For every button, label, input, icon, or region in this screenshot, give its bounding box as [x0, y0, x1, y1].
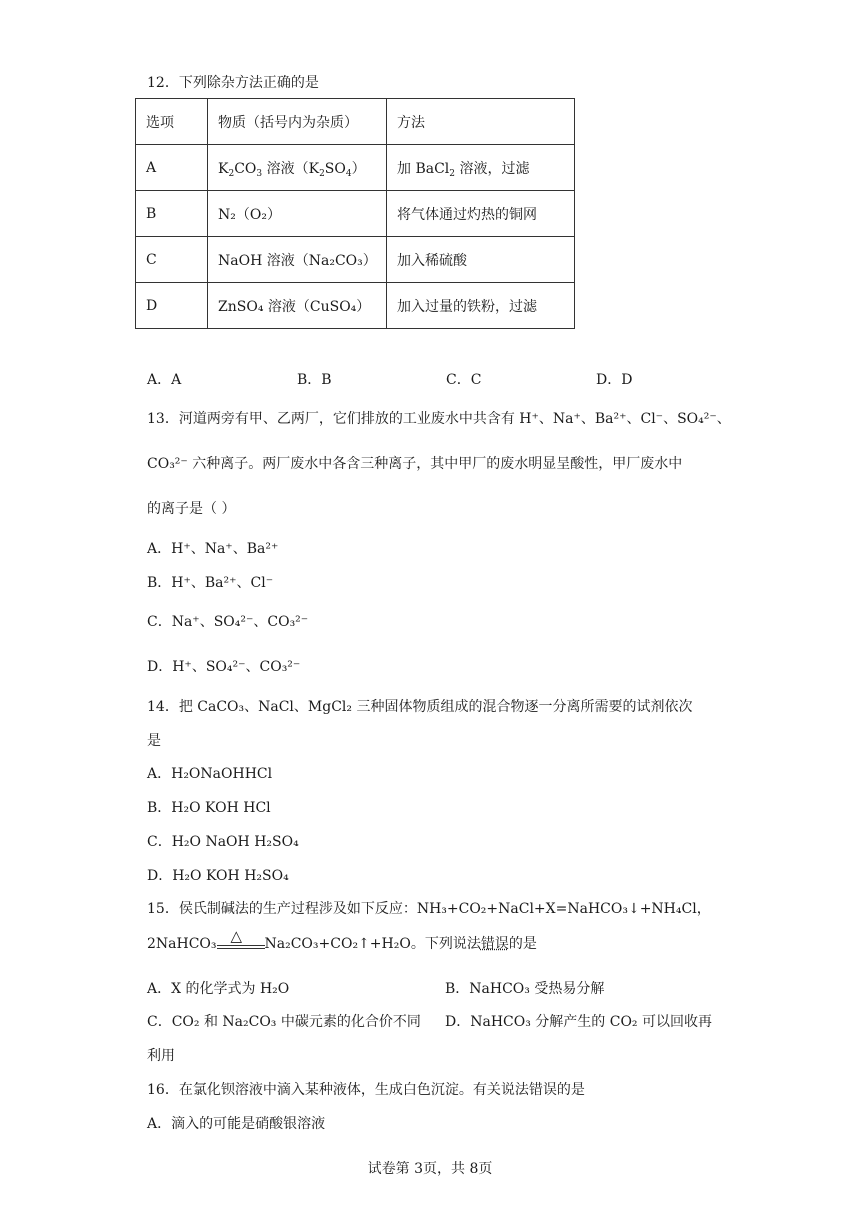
q15-stem-line2: 2NaHCO₃ △ Na₂CO₃+CO₂↑+H₂O。下列说法错误的是 — [147, 927, 537, 952]
q14-choice-c: C．H₂O NaOH H₂SO₄ — [147, 834, 299, 850]
q12-stem: 12．下列除杂方法正确的是 — [147, 75, 319, 91]
q14-choice-b: B．H₂O KOH HCl — [147, 800, 271, 816]
row-method: 加入过量的铁粉，过滤 — [387, 283, 575, 329]
table-row — [136, 145, 575, 191]
row-substance: N₂（O₂） — [208, 191, 387, 237]
header-method: 方法 — [387, 99, 575, 145]
q13-stem-line2: CO₃²⁻ 六种离子。两厂废水中各含三种离子，其中甲厂的废水明显呈酸性，甲厂废水中 — [147, 456, 683, 472]
header-substance: 物质（括号内为杂质） — [208, 99, 387, 145]
header-option: 选项 — [136, 99, 208, 145]
row-option: A — [136, 145, 208, 191]
q16-choice-a: A．滴入的可能是硝酸银溶液 — [147, 1116, 326, 1132]
q15-choice-d: D．NaHCO₃ 分解产生的 CO₂ 可以回收再 — [445, 1014, 712, 1030]
q12-choice-d: D．D — [596, 372, 633, 388]
q14-choice-d: D．H₂O KOH H₂SO₄ — [147, 868, 289, 884]
q14-choice-a: A．H₂ONaOHHCl — [147, 766, 273, 782]
q14-stem-line2: 是 — [147, 733, 161, 749]
row-substance: ZnSO₄ 溶液（CuSO₄） — [208, 283, 387, 329]
row-option: B — [136, 191, 208, 237]
q15-choice-d-cont: 利用 — [147, 1048, 175, 1064]
table-row — [136, 237, 575, 283]
emphasis-word: 错误 — [480, 936, 509, 952]
q13-stem-line1: 13．河道两旁有甲、乙两厂，它们排放的工业废水中共含有 H⁺、Na⁺、Ba²⁺、Cl⁻、SO₄²⁻、 — [147, 411, 731, 427]
row-method: 加 BaCl$_2$ 溶液，过滤 — [387, 145, 575, 191]
row-method: 将气体通过灼热的铜网 — [387, 191, 575, 237]
q15-stem-line1: 15．侯氏制碱法的生产过程涉及如下反应：NH₃+CO₂+NaCl+X=NaHCO₃↓+NH₄Cl， — [147, 901, 711, 917]
row-substance: $K_2CO_3$ 溶液$(K_2SO_4)$ — [208, 145, 387, 191]
q15-choice-a: A．X 的化学式为 H₂O — [147, 981, 290, 997]
q13-choice-b: B．H⁺、Ba²⁺、Cl⁻ — [147, 575, 274, 591]
q13-choice-d: D．H⁺、SO₄²⁻、CO₃²⁻ — [147, 659, 301, 675]
q15-choice-b: B．NaHCO₃ 受热易分解 — [445, 981, 605, 997]
q15-choice-c: C．CO₂ 和 Na₂CO₃ 中碳元素的化合价不同 — [147, 1014, 421, 1030]
row-substance: NaOH 溶液（Na₂CO₃） — [208, 237, 387, 283]
row-option: D — [136, 283, 208, 329]
q14-stem-line1: 14．把 CaCO₃、NaCl、MgCl₂ 三种固体物质组成的混合物逐一分离所需要的试剂依次 — [147, 699, 693, 715]
q12-choice-c: C．C — [446, 372, 482, 388]
table-header-row — [136, 99, 575, 145]
table-row — [136, 191, 575, 237]
q12-choice-a: A．A — [147, 372, 182, 388]
q13-stem-line3: 的离子是（ ） — [147, 501, 236, 517]
row-option: C — [136, 237, 208, 283]
q16-stem: 16．在氯化钡溶液中滴入某种液体，生成白色沉淀。有关说法错误的是 — [147, 1082, 585, 1098]
row-method: 加入稀硫酸 — [387, 237, 575, 283]
heat-condition-sign: △ — [217, 935, 265, 953]
q12-table — [135, 98, 575, 329]
q13-choice-a: A．H⁺、Na⁺、Ba²⁺ — [147, 541, 279, 557]
q13-choice-c: C．Na⁺、SO₄²⁻、CO₃²⁻ — [147, 614, 309, 630]
q12-choice-b: B．B — [297, 372, 332, 388]
table-row — [136, 283, 575, 329]
page-footer: 试卷第 3页，共 8页 — [367, 1161, 493, 1177]
